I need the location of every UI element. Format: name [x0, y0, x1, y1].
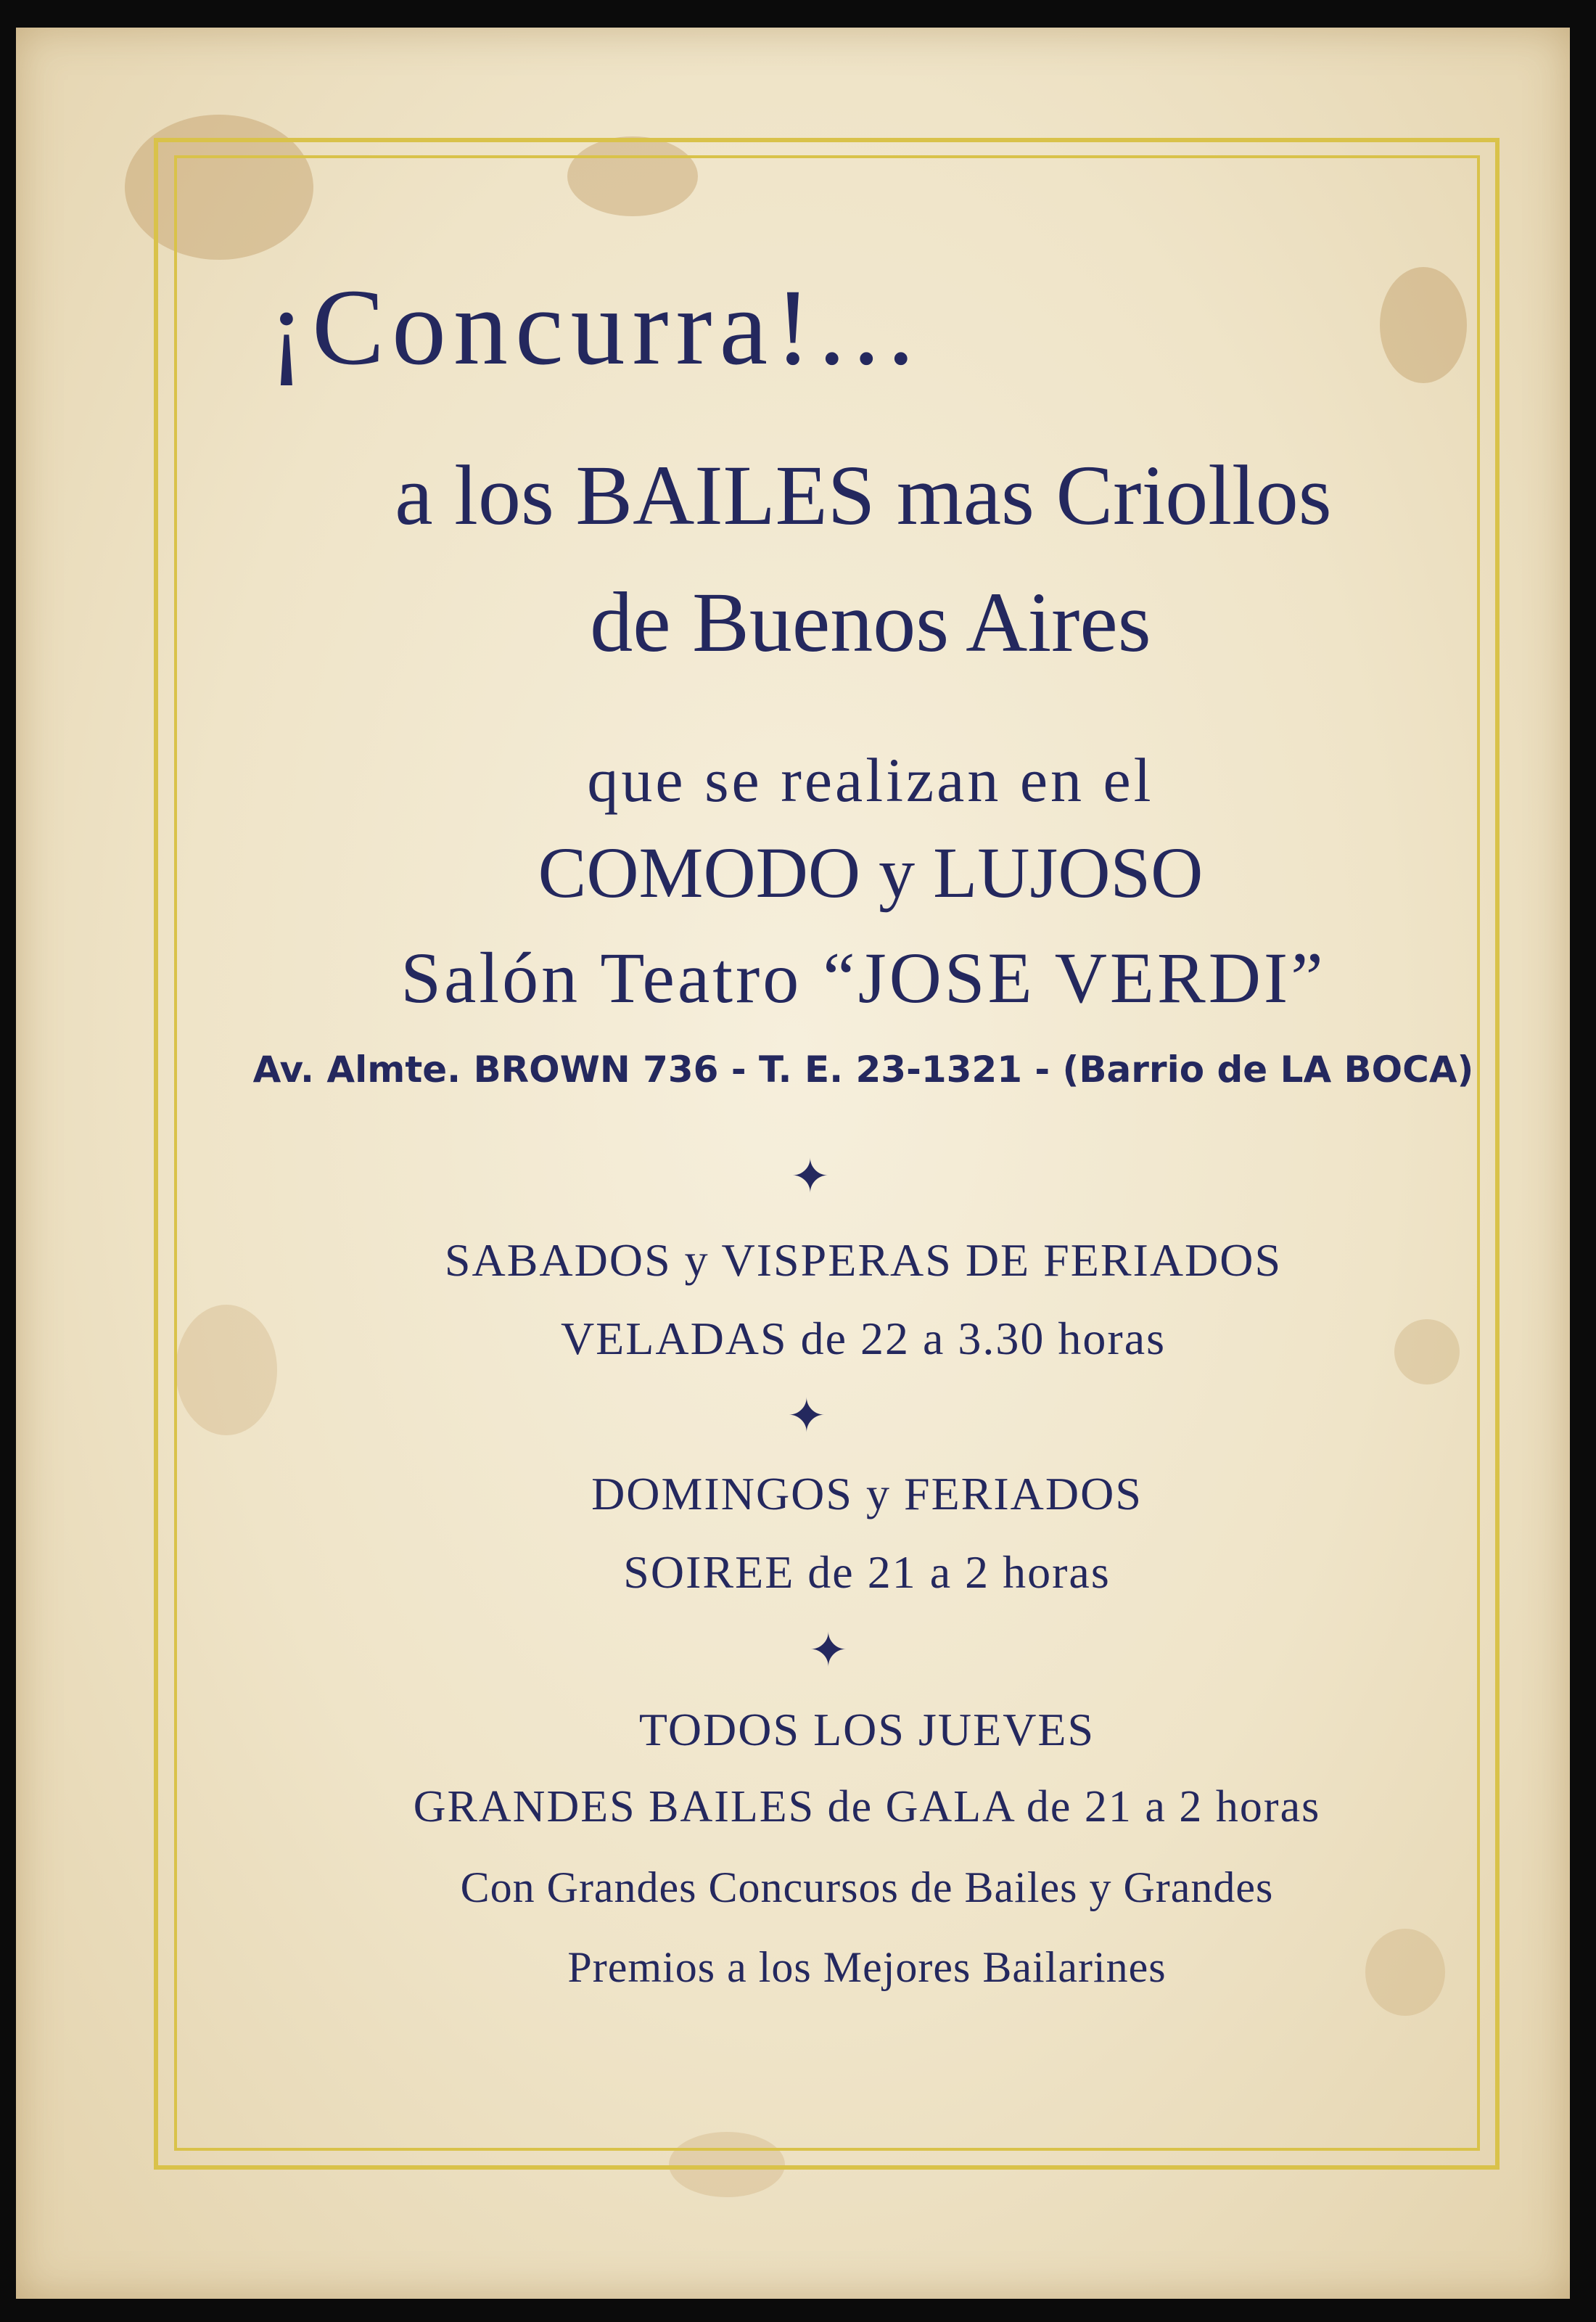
star-ornament-icon: ✦ — [787, 1390, 826, 1443]
subtitle-line-2: de Buenos Aires — [590, 575, 1151, 670]
intro-line: que se realizan en el — [587, 745, 1154, 815]
section-thursday-note-1: Con Grandes Concursos de Bailes y Grandes — [460, 1863, 1274, 1911]
section-sunday-hours: SOIREE de 21 a 2 horas — [623, 1546, 1111, 1598]
section-sunday-title: DOMINGOS y FERIADOS — [591, 1468, 1143, 1519]
headline: ¡Concurra!... — [268, 267, 922, 387]
star-ornament-icon: ✦ — [809, 1624, 848, 1678]
section-saturday-title: SABADOS y VISPERAS DE FERIADOS — [444, 1234, 1283, 1286]
star-ornament-icon: ✦ — [791, 1150, 830, 1204]
section-saturday-hours: VELADAS de 22 a 3.30 horas — [560, 1313, 1167, 1364]
venue-name: Salón Teatro “JOSE VERDI” — [400, 938, 1326, 1018]
subtitle-line-1: a los BAILES mas Criollos — [395, 448, 1332, 543]
section-thursday-note-2: Premios a los Mejores Bailarines — [567, 1943, 1167, 1991]
section-thursday-title: TODOS LOS JUEVES — [638, 1704, 1095, 1755]
section-thursday-gala: GRANDES BAILES de GALA de 21 a 2 horas — [413, 1782, 1321, 1831]
venue-adjectives: COMODO y LUJOSO — [538, 832, 1204, 913]
venue-address: Av. Almte. BROWN 736 - T. E. 23-1321 - (Barrio de LA BOCA) — [252, 1049, 1474, 1091]
